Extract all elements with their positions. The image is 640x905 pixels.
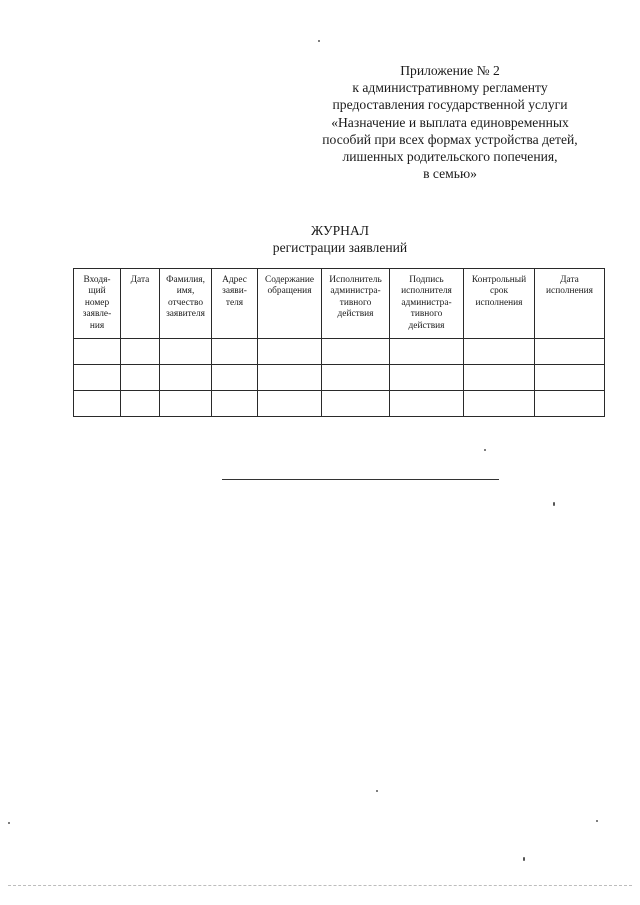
header-text: исполнителя [401, 286, 452, 297]
scan-speck [553, 502, 555, 506]
journal-title: ЖУРНАЛ [310, 223, 370, 238]
table-cell [464, 339, 535, 365]
table-cell [535, 391, 605, 417]
table-cell [212, 391, 258, 417]
header-text: тивного [410, 309, 443, 320]
header-text: срок [489, 286, 509, 297]
header-text: Адрес [222, 275, 247, 285]
table-row [74, 339, 605, 365]
table-header-row [74, 269, 605, 339]
appendix-line: предоставления государственной услуги [332, 97, 568, 113]
header-text: теля [225, 297, 244, 308]
table-cell [535, 339, 605, 365]
header-text: обращения [267, 286, 312, 297]
column-header-control-deadline [464, 269, 535, 339]
column-header-applicant-name [160, 269, 212, 339]
column-header-incoming-number [74, 269, 121, 339]
header-text: заявителя [166, 309, 205, 320]
table-cell [74, 391, 121, 417]
table-cell [212, 339, 258, 365]
registration-table [73, 268, 605, 417]
appendix-line: Приложение № 2 [400, 63, 500, 78]
table-cell [535, 365, 605, 391]
header-text: щий [88, 286, 106, 297]
scan-speck [8, 822, 10, 824]
appendix-header [290, 62, 610, 182]
table-cell [121, 365, 160, 391]
scan-speck [376, 790, 378, 792]
appendix-line: к административному регламенту [352, 80, 548, 96]
scan-edge-noise [8, 885, 632, 886]
table-cell [74, 339, 121, 365]
header-text: имя, [176, 286, 195, 297]
scan-speck [484, 449, 486, 451]
table-cell [390, 365, 464, 391]
table-cell [160, 339, 212, 365]
table-cell [121, 391, 160, 417]
table-cell [160, 391, 212, 417]
scan-speck [318, 40, 320, 42]
header-text: действия [337, 309, 374, 320]
header-text: ния [89, 320, 105, 331]
table-cell [390, 391, 464, 417]
column-header-applicant-address [212, 269, 258, 339]
header-text: Исполнитель [329, 275, 382, 285]
column-header-date [121, 269, 160, 339]
appendix-line: лишенных родительского попечения, [342, 149, 558, 165]
appendix-line: в семью» [423, 166, 477, 182]
table-cell [258, 339, 322, 365]
header-text: Контрольный [471, 275, 527, 285]
column-header-executor [322, 269, 390, 339]
appendix-line: «Назначение и выплата единовременных [331, 114, 569, 130]
column-header-request-content [258, 269, 322, 339]
header-text: администра- [401, 297, 452, 308]
header-text: Дата [560, 275, 579, 285]
journal-subtitle: регистрации заявлений [272, 240, 408, 255]
header-text: тивного [339, 297, 372, 308]
table-row [74, 391, 605, 417]
column-header-executor-signature [390, 269, 464, 339]
appendix-line: пособий при всех формах устройства детей, [322, 131, 578, 147]
header-text: Содержание [264, 275, 315, 285]
table-cell [212, 365, 258, 391]
header-text: администра- [330, 286, 381, 297]
table-cell [390, 339, 464, 365]
header-text: исполнения [475, 297, 523, 308]
table-cell [322, 391, 390, 417]
header-text: Дата [130, 275, 150, 285]
journal-title-block [160, 222, 520, 256]
header-text: заявле- [82, 309, 112, 320]
header-text: Подпись [409, 275, 444, 285]
table-cell [121, 339, 160, 365]
table-cell [160, 365, 212, 391]
header-text: отчество [167, 297, 204, 308]
scan-speck [596, 820, 598, 822]
signature-line [222, 479, 499, 480]
table-cell [258, 365, 322, 391]
header-text: заяви- [222, 286, 247, 297]
table-cell [464, 365, 535, 391]
header-text: действия [408, 320, 445, 331]
table-cell [322, 365, 390, 391]
header-text: исполнения [546, 286, 593, 297]
header-text: Фамилия, [166, 275, 205, 285]
header-text: номер [84, 297, 110, 308]
table-cell [258, 391, 322, 417]
table-cell [74, 365, 121, 391]
table-cell [322, 339, 390, 365]
table-cell [464, 391, 535, 417]
scan-speck [523, 857, 525, 861]
header-text: Входя- [83, 275, 111, 285]
column-header-execution-date [535, 269, 605, 339]
table-row [74, 365, 605, 391]
